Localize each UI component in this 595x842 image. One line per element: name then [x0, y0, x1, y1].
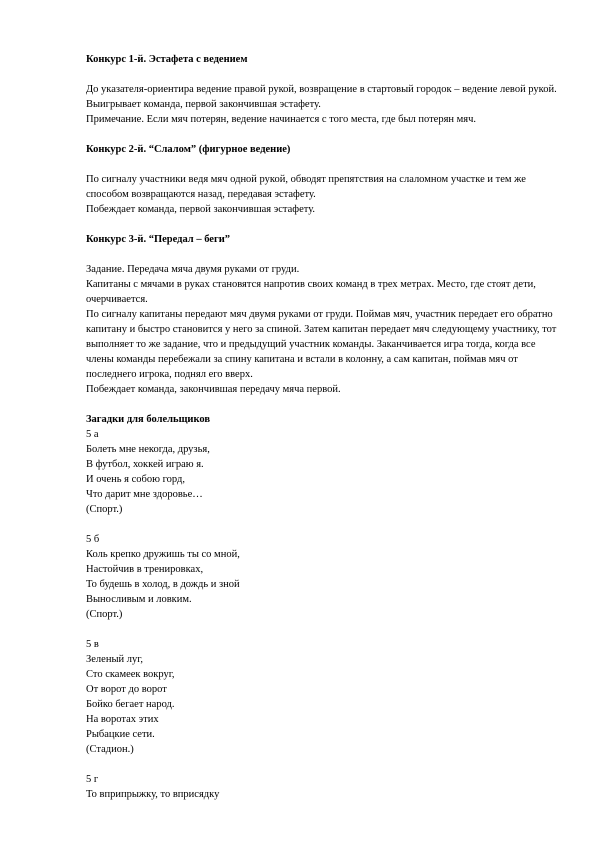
riddle-line: Коль крепко дружишь ты со мной, — [86, 549, 240, 560]
riddle-answer: (Спорт.) — [86, 504, 123, 515]
riddle-line: То будешь в холод, в дождь и зной — [86, 579, 240, 590]
contest3-paragraph: Побеждает команда, закончившая передачу мяча первой. — [86, 384, 341, 395]
spacer — [86, 397, 561, 412]
spacer — [86, 157, 561, 172]
spacer — [86, 67, 561, 82]
spacer — [86, 517, 561, 532]
riddle-line: Выносливым и ловким. — [86, 594, 192, 605]
spacer — [86, 217, 561, 232]
contest3-paragraph: По сигналу капитаны передают мяч двумя руками от груди. Поймав мяч, участник передает его обратно капитану и быстро становится у него за спиной. Затем капитан передает мяч следующему участнику, тот выполняет то же задание, что и предыдущий участник команды. Заканчивается игра тогда, когда все члены команды перебежали за спину капитана и встали в колонну, а сам капитан, поймав мяч от последнего игрока, поднял его вверх. — [86, 309, 557, 380]
riddle-label: 5 в — [86, 639, 99, 650]
riddle-line: Сто скамеек вокруг, — [86, 669, 175, 680]
contest2-paragraph: Побеждает команда, первой закончившая эстафету. — [86, 204, 316, 215]
contest3-paragraph: Капитаны с мячами в руках становятся напротив своих команд в трех метрах. Место, где стоят дети, очерчивается. — [86, 279, 536, 305]
contest1-note: Примечание. Если мяч потерян, ведение начинается с того места, где был потерян мяч. — [86, 114, 477, 125]
riddle-line: На воротах этих — [86, 714, 159, 725]
spacer — [86, 622, 561, 637]
riddle-line: Настойчив в тренировках, — [86, 564, 204, 575]
contest2-heading: Конкурс 2-й. “Слалом” (фигурное ведение) — [86, 144, 291, 155]
riddle-line: Рыбацкие сети. — [86, 729, 155, 740]
riddle-line: От ворот до ворот — [86, 684, 167, 695]
riddle-line: Бойко бегает народ. — [86, 699, 175, 710]
contest1-paragraph: До указателя-ориентира ведение правой рукой, возвращение в стартовый городок – ведение левой рукой. — [86, 84, 557, 95]
riddle-line: То вприпрыжку, то вприсядку — [86, 789, 220, 800]
spacer — [86, 127, 561, 142]
contest3-paragraph: Задание. Передача мяча двумя руками от груди. — [86, 264, 300, 275]
riddles-heading: Загадки для болельщиков — [86, 414, 211, 425]
riddle-answer: (Стадион.) — [86, 744, 134, 755]
riddle-line: В футбол, хоккей играю я. — [86, 459, 204, 470]
contest1-heading: Конкурс 1-й. Эстафета с ведением — [86, 54, 248, 65]
riddle-line: И очень я собою горд, — [86, 474, 185, 485]
document-body — [86, 52, 561, 802]
riddle-line: Что дарит мне здоровье… — [86, 489, 203, 500]
riddle-label: 5 а — [86, 429, 99, 440]
riddle-line: Зеленый луг, — [86, 654, 143, 665]
riddle-line: Болеть мне некогда, друзья, — [86, 444, 210, 455]
contest2-paragraph: По сигналу участники ведя мяч одной рукой, обводят препятствия на слаломном участке и тем же способом возвращаются назад, передавая эстафету. — [86, 174, 526, 200]
spacer — [86, 247, 561, 262]
riddle-label: 5 б — [86, 534, 100, 545]
contest3-heading: Конкурс 3-й. “Передал – беги” — [86, 234, 231, 245]
contest1-paragraph: Выигрывает команда, первой закончившая эстафету. — [86, 99, 321, 110]
spacer — [86, 757, 561, 772]
riddle-label: 5 г — [86, 774, 99, 785]
riddle-answer: (Спорт.) — [86, 609, 123, 620]
